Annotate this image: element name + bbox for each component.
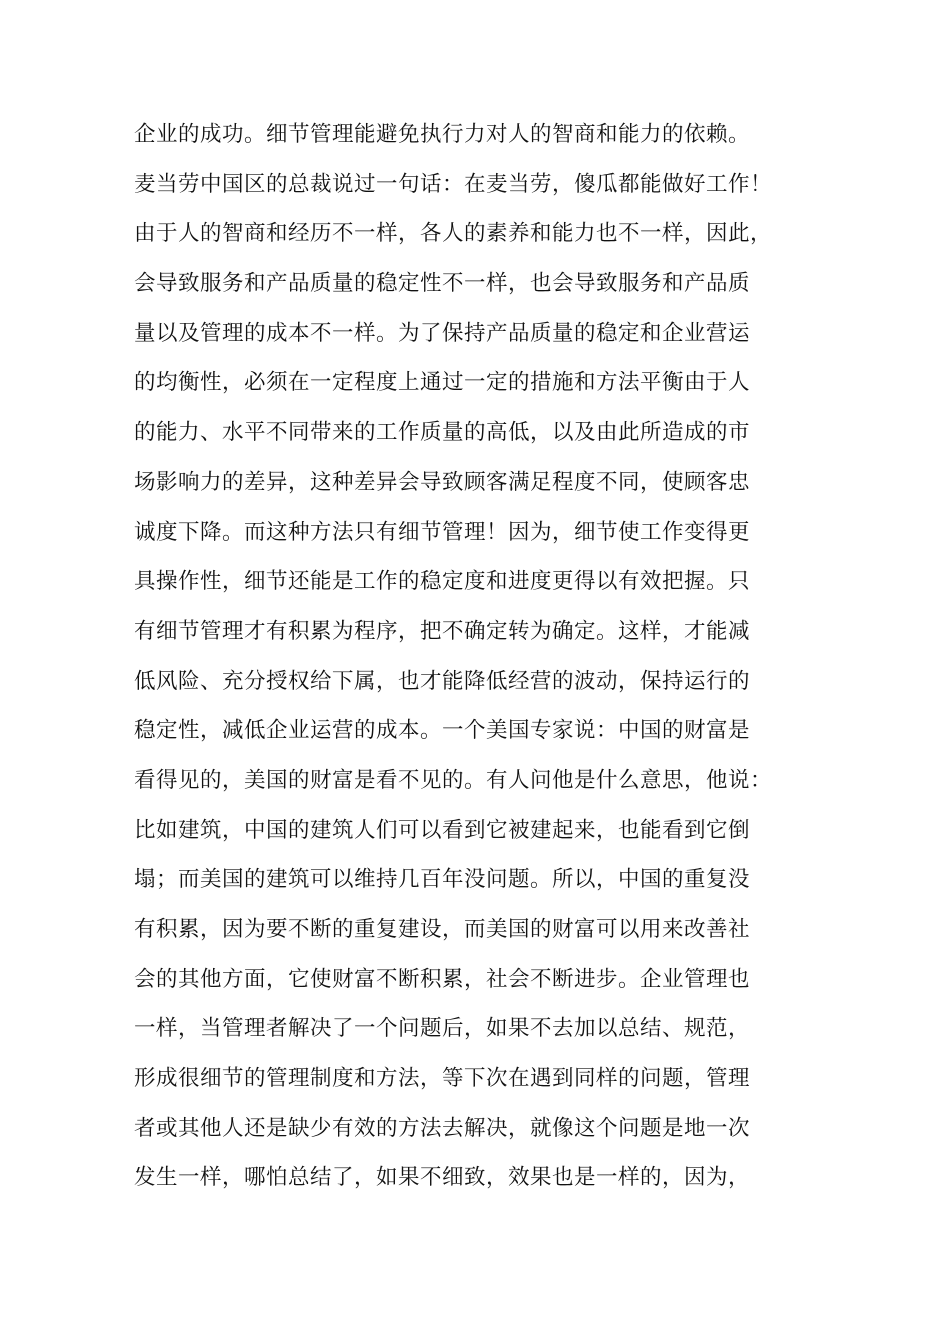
text-line: 会导致服务和产品质量的稳定性不一样，也会导致服务和产品质 [134, 271, 751, 297]
text-line: 稳定性，减低企业运营的成本。一个美国专家说：中国的财富是 [134, 718, 751, 744]
text-line: 发生一样，哪怕总结了，如果不细致，效果也是一样的，因为， [134, 1165, 751, 1191]
text-line: 低风险、充分授权给下属，也才能降低经营的波动，保持运行的 [134, 668, 751, 694]
text-line: 场影响力的差异，这种差异会导致顾客满足程度不同，使顾客忠 [134, 469, 751, 495]
text-line: 麦当劳中国区的总裁说过一句话：在麦当劳，傻瓜都能做好工作！ [134, 171, 773, 197]
text-line: 者或其他人还是缺少有效的方法去解决，就像这个问题是地一次 [134, 1115, 751, 1141]
body-text [134, 110, 824, 1203]
text-line: 有细节管理才有积累为程序，把不确定转为确定。这样，才能减 [134, 618, 751, 644]
text-line: 的能力、水平不同带来的工作质量的高低，以及由此所造成的市 [134, 420, 751, 446]
text-line: 看得见的，美国的财富是看不见的。有人问他是什么意思，他说： [134, 767, 773, 793]
text-line: 的均衡性，必须在一定程度上通过一定的措施和方法平衡由于人 [134, 370, 751, 396]
text-line: 比如建筑，中国的建筑人们可以看到它被建起来，也能看到它倒 [134, 817, 751, 843]
text-line: 具操作性，细节还能是工作的稳定度和进度更得以有效把握。只 [134, 569, 751, 595]
text-line: 形成很细节的管理制度和方法，等下次在遇到同样的问题，管理 [134, 1066, 751, 1092]
text-line: 会的其他方面，它使财富不断积累，社会不断进步。企业管理也 [134, 966, 751, 992]
text-line: 塌；而美国的建筑可以维持几百年没问题。所以，中国的重复没 [134, 867, 751, 893]
text-line: 企业的成功。细节管理能避免执行力对人的智商和能力的依赖。 [134, 122, 751, 147]
text-line: 一样，当管理者解决了一个问题后，如果不去加以总结、规范， [134, 1016, 751, 1042]
text-line: 量以及管理的成本不一样。为了保持产品质量的稳定和企业营运 [134, 320, 751, 346]
text-line: 有积累，因为要不断的重复建设，而美国的财富可以用来改善社 [134, 917, 751, 942]
text-line: 诚度下降。而这种方法只有细节管理！因为，细节使工作变得更 [134, 519, 751, 545]
text-line: 由于人的智商和经历不一样，各人的素养和能力也不一样，因此， [134, 221, 773, 247]
